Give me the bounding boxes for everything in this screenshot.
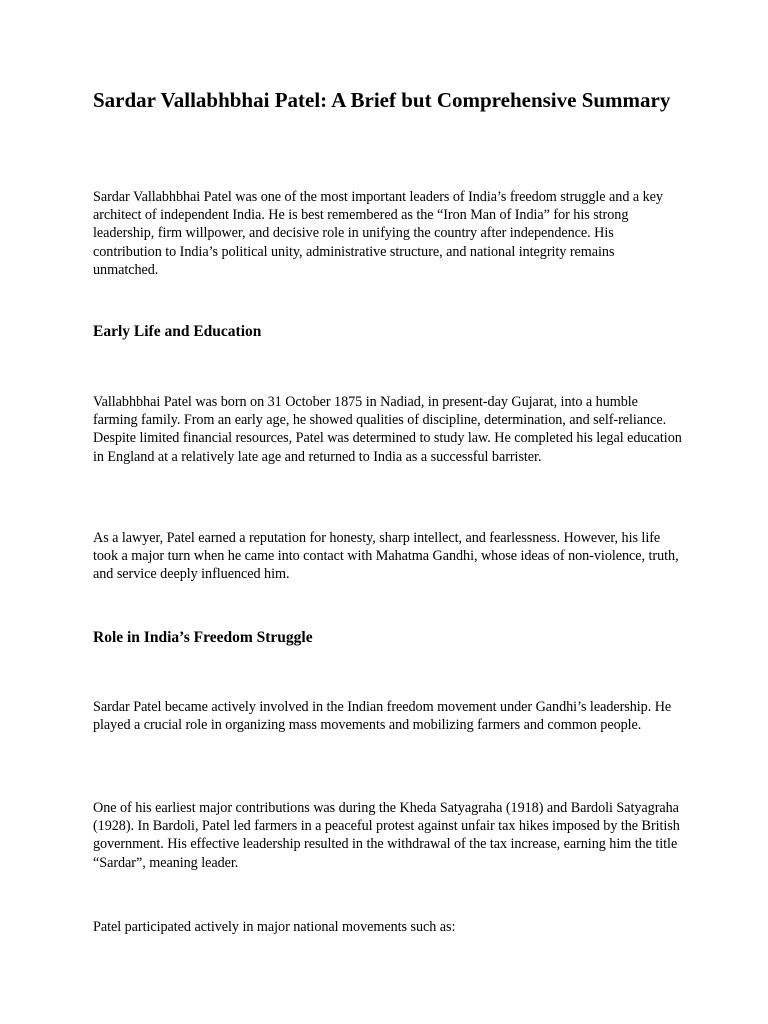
- early-life-paragraph-2: As a lawyer, Patel earned a reputation for honesty, sharp intellect, and fearlessness. However, his life took a major turn when he came into contact with Mahatma Gandhi, whose ideas of non-violence, truth, and service deeply influenced him.: [93, 530, 679, 583]
- freedom-struggle-paragraph-1: Sardar Patel became actively involved in the Indian freedom movement under Gandhi’s leadership. He played a crucial role in organizing mass movements and mobilizing farmers and common people.: [93, 699, 672, 734]
- freedom-struggle-paragraph-2: One of his earliest major contributions was during the Kheda Satyagraha (1918) and Bardoli Satyagraha (1928). In Bardoli, Patel led farmers in a peaceful protest against unfair tax hikes imposed by the British government. His effective leadership resulted in the withdrawal of the tax increase, earning him the title “Sardar”, meaning leader.: [93, 800, 680, 871]
- freedom-struggle-paragraph-3: Patel participated actively in major national movements such as:: [93, 919, 456, 935]
- document-title: Sardar Vallabhbhai Patel: A Brief but Comprehensive Summary: [93, 88, 671, 112]
- early-life-paragraph-1: Vallabhbhai Patel was born on 31 October 1875 in Nadiad, in present-day Gujarat, into a humble farming family. From an early age, he showed qualities of discipline, determination, and self-reliance. Despite limited financial resources, Patel was determined to study law. He completed his legal education in England at a relatively late age and returned to India as a successful barrister.: [93, 394, 682, 465]
- section-heading-freedom-struggle: Role in India’s Freedom Struggle: [93, 629, 313, 646]
- section-heading-early-life: Early Life and Education: [93, 323, 262, 340]
- intro-paragraph: Sardar Vallabhbhai Patel was one of the most important leaders of India’s freedom struggle and a key architect of independent India. He is best remembered as the “Iron Man of India” for his strong leadership, firm willpower, and decisive role in unifying the country after independence. His contribution to India’s political unity, administrative structure, and national integrity remains unmatched.: [93, 189, 663, 278]
